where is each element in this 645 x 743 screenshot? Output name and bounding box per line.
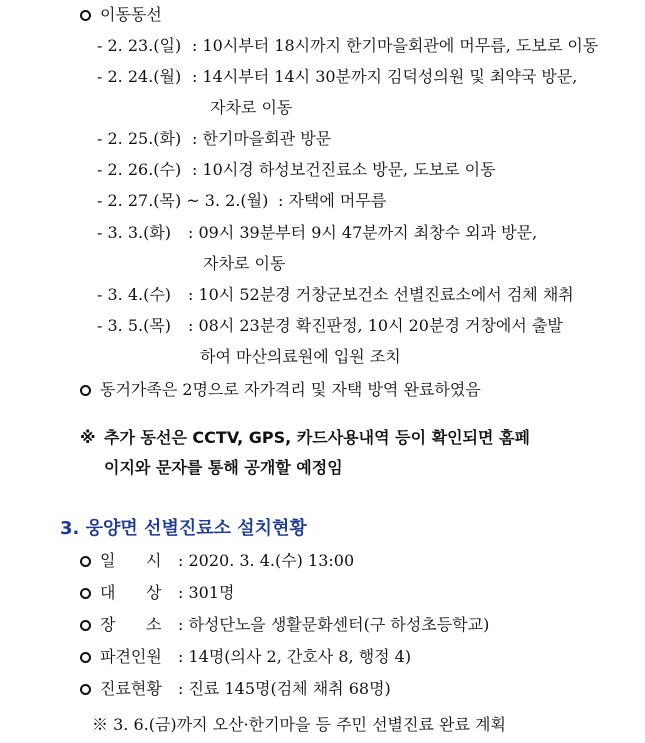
bullet-icon (80, 385, 91, 396)
bullet-icon (80, 588, 91, 599)
row-value: : 진료 145명(검체 채취 68명) (178, 679, 391, 698)
bullet-icon (80, 620, 91, 631)
row-label: 파견인원 (100, 647, 162, 666)
section-footnote: ※ 3. 6.(금)까지 오산·한기마을 등 주민 선별진료 완료 계획 (92, 715, 506, 734)
movement-desc: : 자택에 머무름 (278, 191, 387, 210)
movement-desc-cont: 하여 마산의료원에 입원 조치 (200, 347, 401, 366)
bullet-icon (80, 652, 91, 663)
movement-desc-cont: 자차로 이동 (203, 254, 286, 273)
row-label: 대 상 (100, 583, 162, 602)
row-value: : 하성단노을 생활문화센터(구 하성초등학교) (178, 615, 490, 634)
movement-desc: : 10시부터 18시까지 한기마을회관에 머무름, 도보로 이동 (192, 36, 599, 55)
movement-desc: : 10시경 하성보건진료소 방문, 도보로 이동 (192, 160, 496, 179)
movement-date: - 2. 27.(목) ~ 3. 2.(월) (97, 191, 269, 210)
family-status: 동거가족은 2명으로 자가격리 및 자택 방역 완료하였음 (100, 380, 481, 399)
movement-date: - 3. 3.(화) (97, 223, 172, 242)
section-heading: 3. 웅양면 선별진료소 설치현황 (60, 518, 307, 539)
notice-line: 이지와 문자를 통해 공개할 예정임 (104, 458, 343, 477)
notice-line: 추가 동선은 CCTV, GPS, 카드사용내역 등이 확인되면 홈페 (104, 428, 530, 447)
movement-date: - 2. 26.(수) (97, 160, 182, 179)
movement-date: - 2. 24.(월) (97, 67, 182, 86)
row-label: 진료현황 (100, 679, 162, 698)
row-label: 장 소 (100, 615, 162, 634)
movement-desc: : 08시 23분경 확진판정, 10시 20분경 거창에서 출발 (188, 316, 563, 335)
movement-date: - 3. 4.(수) (97, 285, 172, 304)
movement-desc-cont: 자차로 이동 (210, 98, 293, 117)
row-value: : 301명 (178, 583, 235, 602)
movement-title: 이동동선 (100, 5, 162, 24)
movement-desc: : 09시 39분부터 9시 47분까지 최창수 외과 방문, (188, 223, 538, 242)
bullet-icon (80, 684, 91, 695)
movement-desc: : 한기마을회관 방문 (192, 129, 332, 148)
bullet-icon (80, 10, 91, 21)
notice-mark: ※ (80, 428, 96, 447)
movement-desc: : 14시부터 14시 30분까지 김덕성의원 및 최약국 방문, (192, 67, 578, 86)
movement-date: - 3. 5.(목) (97, 316, 172, 335)
movement-date: - 2. 25.(화) (97, 129, 182, 148)
bullet-icon (80, 556, 91, 567)
movement-desc: : 10시 52분경 거창군보건소 선별진료소에서 검체 채취 (188, 285, 574, 304)
movement-date: - 2. 23.(일) (97, 36, 182, 55)
row-label: 일 시 (100, 551, 162, 570)
row-value: : 2020. 3. 4.(수) 13:00 (178, 551, 355, 570)
row-value: : 14명(의사 2, 간호사 8, 행정 4) (178, 647, 412, 666)
